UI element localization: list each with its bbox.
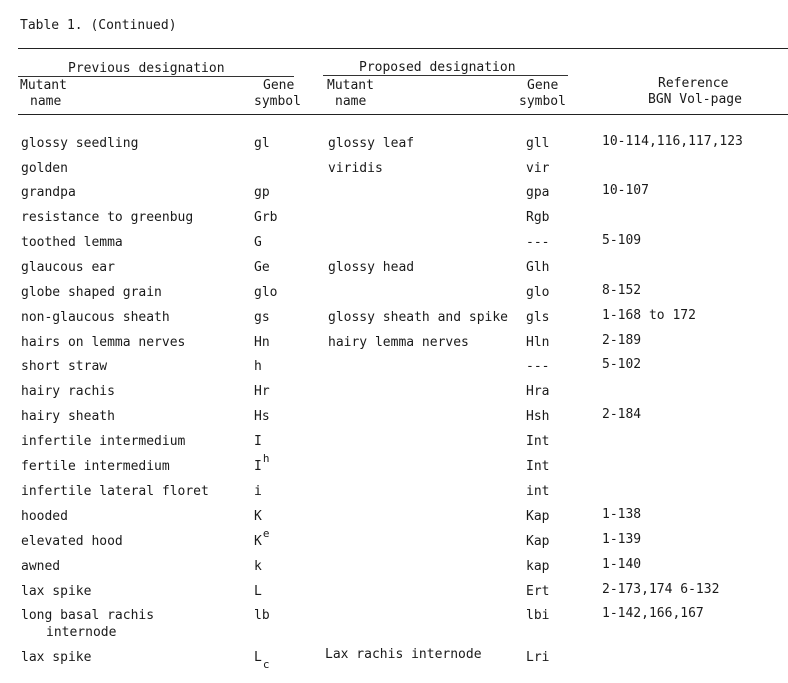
gene-symbol-base: G (254, 235, 262, 250)
reference-bgn-vol-page: 10-107 (602, 183, 649, 198)
previous-gene-symbol (254, 310, 270, 326)
proposed-mutant-name: glossy head (328, 260, 415, 275)
previous-mutant-name: globe shaped grain (21, 285, 162, 300)
gene-symbol-base: lb (254, 608, 270, 623)
proposed-gene-symbol: lbi (526, 608, 550, 623)
gene-symbol-superscript: e (262, 527, 270, 540)
proposed-mutant-name: Lax rachis internode (325, 647, 482, 662)
previous-gene-symbol (254, 434, 262, 450)
previous-mutant-name: glossy seedling (21, 136, 139, 151)
previous-mutant-name: awned (21, 559, 61, 574)
gene-symbol-base: I (254, 459, 262, 474)
top-rule (18, 48, 788, 49)
proposed-header-underline (323, 75, 568, 76)
previous-mutant-name: infertile lateral floret (21, 484, 209, 499)
proposed-gene-symbol: Int (526, 459, 550, 474)
proposed-gene-symbol: Int (526, 434, 550, 449)
reference-bgn-vol-page: 2-184 (602, 407, 642, 422)
previous-gene-symbol (254, 235, 262, 251)
proposed-gene-symbol: kap (526, 559, 550, 574)
reference-bgn-vol-page: 1-140 (602, 557, 642, 572)
header-previous-gene-symbol: Gene symbol (254, 78, 301, 109)
previous-gene-symbol (254, 136, 270, 152)
gene-symbol-base: K (254, 509, 262, 524)
previous-mutant-name: toothed lemma (21, 235, 123, 250)
proposed-gene-symbol: Ert (526, 584, 550, 599)
reference-bgn-vol-page: 8-152 (602, 283, 642, 298)
proposed-gene-symbol: Rgb (526, 210, 550, 225)
previous-mutant-name: hairy rachis (21, 384, 115, 399)
gene-symbol-base: Grb (254, 210, 278, 225)
gene-symbol-base: gl (254, 136, 270, 151)
proposed-gene-symbol: Hra (526, 384, 550, 399)
previous-gene-symbol (254, 260, 270, 276)
header-reference: Reference BGN Vol-page (648, 76, 742, 107)
previous-mutant-name: short straw (21, 359, 108, 374)
table-title: Table 1. (Continued) (20, 18, 177, 33)
previous-gene-symbol (254, 210, 277, 226)
gene-symbol-base: I (254, 434, 262, 449)
previous-mutant-name: elevated hood (21, 534, 123, 549)
reference-bgn-vol-page: 10-114,116,117,123 (602, 134, 743, 149)
previous-mutant-name: grandpa (21, 185, 76, 200)
previous-gene-symbol (254, 584, 262, 600)
proposed-gene-symbol: Hln (526, 335, 550, 350)
reference-bgn-vol-page: 1-138 (602, 507, 642, 522)
proposed-gene-symbol: int (526, 484, 550, 499)
previous-mutant-name: lax spike (21, 650, 92, 665)
previous-gene-symbol (254, 608, 270, 624)
gene-symbol-base: i (254, 484, 262, 499)
proposed-gene-symbol: --- (526, 359, 550, 374)
reference-bgn-vol-page: 1-139 (602, 532, 642, 547)
header-proposed-gene-symbol: Gene symbol (519, 78, 566, 109)
header-proposed-mutant-name: Mutant name (327, 78, 374, 109)
previous-mutant-name: non-glaucous sheath (21, 310, 170, 325)
gene-symbol-subscript: c (262, 658, 270, 671)
reference-bgn-vol-page: 5-109 (602, 233, 642, 248)
reference-bgn-vol-page: 2-173,174 6-132 (602, 582, 720, 597)
proposed-mutant-name: glossy leaf (328, 136, 415, 151)
proposed-mutant-name: viridis (328, 161, 383, 176)
previous-mutant-name: golden (21, 161, 68, 176)
previous-mutant-name: hairy sheath (21, 409, 115, 424)
proposed-gene-symbol: Kap (526, 509, 550, 524)
previous-gene-symbol (254, 285, 277, 301)
previous-gene-symbol (254, 559, 262, 575)
gene-symbol-superscript: h (262, 452, 270, 465)
previous-mutant-name: hooded (21, 509, 68, 524)
previous-gene-symbol (254, 384, 270, 400)
proposed-mutant-name: glossy sheath and spike (328, 310, 509, 325)
previous-gene-symbol (254, 509, 262, 525)
proposed-gene-symbol: gll (526, 136, 550, 151)
proposed-mutant-name: hairy lemma nerves (328, 335, 469, 350)
previous-gene-symbol (254, 452, 270, 475)
gene-symbol-base: glo (254, 285, 278, 300)
previous-gene-symbol (254, 359, 262, 375)
gene-symbol-base: k (254, 559, 262, 574)
gene-symbol-base: h (254, 359, 262, 374)
gene-symbol-base: K (254, 534, 262, 549)
previous-gene-symbol (254, 484, 262, 500)
header-proposed-designation: Proposed designation (359, 60, 516, 75)
previous-mutant-name: hairs on lemma nerves (21, 335, 186, 350)
previous-mutant-name-continued: internode (46, 625, 117, 640)
previous-mutant-name: long basal rachis (21, 608, 155, 623)
gene-symbol-base: gs (254, 310, 270, 325)
gene-symbol-base: Hn (254, 335, 270, 350)
previous-gene-symbol (254, 185, 270, 201)
previous-gene-symbol (254, 409, 270, 425)
previous-mutant-name: glaucous ear (21, 260, 115, 275)
previous-gene-symbol (254, 527, 270, 550)
proposed-gene-symbol: gls (526, 310, 550, 325)
gene-symbol-base: Ge (254, 260, 270, 275)
previous-mutant-name: lax spike (21, 584, 92, 599)
proposed-gene-symbol: Kap (526, 534, 550, 549)
proposed-gene-symbol: vir (526, 161, 550, 176)
previous-gene-symbol (254, 335, 270, 351)
proposed-gene-symbol: glo (526, 285, 550, 300)
gene-symbol-base: gp (254, 185, 270, 200)
header-bottom-rule (18, 114, 788, 115)
previous-header-underline (18, 76, 294, 77)
proposed-gene-symbol: Glh (526, 260, 550, 275)
proposed-gene-symbol: --- (526, 235, 550, 250)
proposed-gene-symbol: Hsh (526, 409, 550, 424)
previous-gene-symbol (254, 650, 270, 671)
reference-bgn-vol-page: 5-102 (602, 357, 642, 372)
reference-bgn-vol-page: 2-189 (602, 333, 642, 348)
proposed-gene-symbol: Lri (526, 650, 550, 665)
gene-symbol-base: L (254, 584, 262, 599)
gene-symbol-base: L (254, 650, 262, 665)
previous-mutant-name: resistance to greenbug (21, 210, 194, 225)
header-previous-mutant-name: Mutant name (20, 78, 67, 109)
reference-bgn-vol-page: 1-168 to 172 (602, 308, 696, 323)
gene-symbol-base: Hr (254, 384, 270, 399)
gene-symbol-base: Hs (254, 409, 270, 424)
previous-mutant-name: fertile intermedium (21, 459, 170, 474)
proposed-gene-symbol: gpa (526, 185, 550, 200)
previous-mutant-name: infertile intermedium (21, 434, 186, 449)
header-previous-designation: Previous designation (68, 61, 225, 76)
reference-bgn-vol-page: 1-142,166,167 (602, 606, 704, 621)
